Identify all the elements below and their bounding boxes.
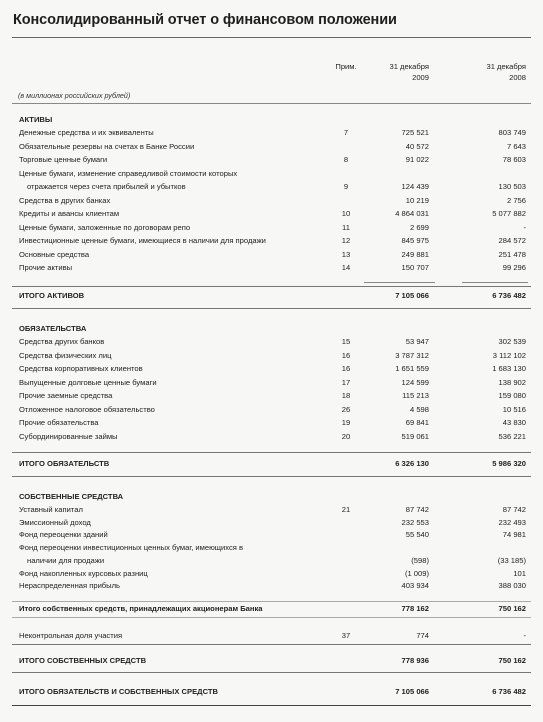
row-note: 21: [341, 505, 351, 514]
row-value-2008: 284 572: [498, 236, 526, 245]
row-note: 14: [341, 263, 351, 272]
table-row: [0, 363, 543, 374]
table-row: [0, 141, 543, 152]
header-2009-date: 31 декабря: [389, 62, 429, 71]
row-value-2009: 249 881: [401, 249, 429, 259]
row-label: Субординированные займы: [19, 431, 118, 441]
row-value-2009: 232 553: [401, 517, 429, 527]
row-value-2008: 99 296: [502, 263, 526, 272]
row-label: Фонд переоценки зданий: [19, 530, 108, 540]
grand-total-2008: 6 736 482: [492, 687, 526, 696]
row-label: Эмиссионный доход: [19, 517, 91, 527]
row-label: Отложенное налоговое обязательство: [19, 404, 155, 414]
equity-total-2009: 778 936: [401, 656, 429, 665]
row-note: 9: [343, 182, 349, 191]
table-row: [0, 127, 543, 138]
row-value-2008: 43 830: [502, 418, 526, 427]
row-value-2008: 536 221: [498, 431, 526, 441]
row-value-2008: 3 112 102: [492, 350, 526, 360]
row-note: 20: [341, 431, 351, 441]
liabilities-total-2008: 5 986 320: [492, 459, 526, 468]
title-divider: [12, 37, 531, 38]
grand-total-2009: 7 105 066: [395, 687, 429, 696]
equity-total-bottom-rule: [12, 672, 531, 673]
row-label: Выпущенные долговые ценные бумаги: [19, 377, 157, 387]
liabilities-total-label: ИТОГО ОБЯЗАТЕЛЬСТВ: [19, 459, 110, 468]
header-2008-date: 31 декабря: [486, 62, 526, 71]
equity-subtotal-top-rule: [12, 601, 531, 602]
row-note: 19: [341, 418, 351, 427]
row-value-2008: 232 493: [498, 517, 526, 527]
row-value-2009: 87 742: [405, 505, 429, 514]
row-value-2009: (598): [411, 555, 429, 565]
row-value-2009: 115 213: [402, 391, 429, 400]
row-value-2008: 7 643: [506, 141, 526, 151]
units-note: (в миллионах российских рублей): [18, 91, 131, 100]
row-value-2009: 10 219: [405, 195, 429, 205]
row-value-2009: 53 947: [405, 337, 429, 346]
row-value-2009: 4 598: [409, 404, 429, 414]
row-value-2008: 5 077 882: [492, 209, 526, 218]
row-note: 18: [341, 391, 351, 400]
header-2008-year: 2008: [509, 73, 526, 82]
table-row: [0, 404, 543, 415]
row-note: 12: [341, 236, 351, 245]
row-label: Ценные бумаги, изменение справедливой стоимости которых: [19, 168, 238, 178]
grand-total-label: ИТОГО ОБЯЗАТЕЛЬСТВ И СОБСТВЕННЫХ СРЕДСТВ: [19, 687, 218, 696]
header-2008-column: [486, 61, 526, 83]
equity-subtotal-2009: 778 162: [401, 604, 429, 613]
assets-total-2008: 6 736 482: [492, 291, 526, 300]
equity-subtotal-2008: 750 162: [498, 604, 526, 613]
row-label: Прочие обязательства: [19, 418, 99, 427]
row-value-2008: 159 080: [498, 391, 526, 400]
header-2009-year: 2009: [412, 73, 429, 82]
row-label: наличии для продажи: [27, 555, 105, 565]
row-label: Средства корпоративных клиентов: [19, 364, 143, 373]
liabilities-heading: ОБЯЗАТЕЛЬСТВА: [19, 324, 87, 333]
row-label: Фонд накопленных курсовых разниц: [19, 568, 148, 578]
table-row: [0, 529, 543, 540]
minority-interest-2009: 774: [416, 631, 429, 640]
row-value-2009: 1 651 559: [395, 364, 429, 373]
row-label: Средства других банков: [19, 337, 105, 346]
minority-interest-note: 37: [341, 631, 351, 640]
row-value-2008: 78 603: [502, 155, 526, 164]
assets-sum-rule-2008: [462, 282, 528, 283]
equity-subtotal-label: Итого собственных средств, принадлежащих акционерам Банка: [19, 604, 263, 613]
liabilities-total-row: [0, 458, 543, 469]
row-value-2009: 845 975: [401, 236, 429, 245]
equity-total-label: ИТОГО СОБСТВЕННЫХ СРЕДСТВ: [19, 656, 147, 665]
row-note: 16: [341, 364, 351, 373]
row-label: Инвестиционные ценные бумаги, имеющиеся в наличии для продажи: [19, 236, 266, 245]
table-row: [0, 568, 543, 579]
table-row: [0, 336, 543, 347]
row-value-2009: (1 009): [404, 568, 429, 578]
row-label: Обязательные резервы на счетах в Банке России: [19, 141, 195, 151]
table-row: [0, 154, 543, 165]
table-row: [0, 168, 543, 179]
table-row: [0, 262, 543, 273]
table-row: [0, 555, 543, 566]
row-note: 17: [341, 377, 351, 387]
row-value-2009: 519 061: [401, 431, 429, 441]
row-value-2008: 388 030: [498, 581, 526, 591]
row-value-2009: 69 841: [405, 418, 429, 427]
row-value-2009: 403 934: [401, 581, 429, 591]
row-value-2008: 803 749: [498, 128, 526, 137]
assets-total-row: [0, 290, 543, 301]
row-note: 11: [342, 222, 350, 232]
minority-interest-label: Неконтрольная доля участия: [19, 631, 123, 640]
equity-total-top-rule: [12, 644, 531, 645]
row-value-2009: 4 864 031: [395, 209, 429, 218]
table-row: [0, 580, 543, 591]
row-value-2009: 2 699: [409, 222, 429, 232]
row-value-2009: 40 572: [405, 141, 429, 151]
row-value-2008: 2 756: [506, 195, 526, 205]
row-value-2009: 91 022: [405, 155, 429, 164]
row-value-2008: 302 539: [498, 337, 526, 346]
row-label: Уставный капитал: [19, 505, 83, 514]
row-value-2008: 101: [513, 568, 526, 578]
row-label: Прочие заемные средства: [19, 391, 113, 400]
header-divider: [12, 103, 531, 104]
row-label: Кредиты и авансы клиентам: [19, 209, 120, 218]
table-row: [0, 195, 543, 206]
liabilities-total-bottom-rule: [12, 476, 531, 477]
equity-subtotal-bottom-rule: [12, 617, 531, 618]
equity-total-row: [0, 655, 543, 666]
row-value-2009: 124 599: [401, 377, 429, 387]
row-note: 15: [341, 337, 351, 346]
table-row: [0, 222, 543, 233]
grand-total-bottom-rule: [12, 705, 531, 706]
row-value-2009: 150 707: [401, 263, 429, 272]
row-label: Средства в других банках: [19, 195, 111, 205]
row-value-2008: 138 902: [498, 377, 526, 387]
header-2009-column: [389, 61, 429, 83]
row-note: 7: [343, 128, 349, 137]
table-row: [0, 390, 543, 401]
table-row: [0, 181, 543, 192]
header-note-column: Прим.: [335, 62, 357, 71]
table-row: [0, 377, 543, 388]
equity-heading: СОБСТВЕННЫЕ СРЕДСТВА: [19, 492, 124, 501]
row-value-2008: (33 185): [497, 555, 526, 565]
page-title: Консолидированный отчет о финансовом положении: [13, 12, 397, 28]
liabilities-total-2009: 6 326 130: [395, 459, 429, 468]
row-label: Ценные бумаги, заложенные по договорам репо: [19, 222, 191, 232]
row-label: Денежные средства и их эквиваленты: [19, 128, 154, 137]
table-row: [0, 235, 543, 246]
assets-sum-rule-2009: [364, 282, 435, 283]
assets-total-bottom-rule: [12, 308, 531, 309]
table-row: [0, 417, 543, 428]
minority-interest-2008: -: [523, 631, 526, 640]
row-note: 13: [341, 249, 351, 259]
row-note: 10: [341, 209, 351, 218]
assets-total-label: ИТОГО АКТИВОВ: [19, 291, 85, 300]
row-label: отражается через счета прибылей и убытков: [27, 182, 186, 191]
row-label: Прочие активы: [19, 263, 73, 272]
row-label: Торговые ценные бумаги: [19, 155, 108, 164]
equity-subtotal-row: [0, 603, 543, 614]
row-value-2008: -: [523, 222, 526, 232]
assets-heading: АКТИВЫ: [19, 115, 53, 124]
table-row: [0, 350, 543, 361]
row-value-2009: 3 787 312: [395, 350, 429, 360]
table-row: [0, 542, 543, 553]
row-value-2008: 74 981: [502, 530, 526, 540]
row-value-2008: 10 516: [502, 404, 526, 414]
minority-interest-row: [0, 630, 543, 641]
grand-total-row: [0, 686, 543, 697]
row-value-2009: 725 521: [401, 128, 429, 137]
row-value-2008: 130 503: [498, 182, 526, 191]
table-row: [0, 249, 543, 260]
row-label: Фонд переоценки инвестиционных ценных бумаг, имеющихся в: [19, 543, 244, 553]
row-label: Основные средства: [19, 249, 90, 259]
table-row: [0, 504, 543, 515]
row-value-2008: 251 478: [498, 249, 526, 259]
equity-total-2008: 750 162: [498, 656, 526, 665]
liabilities-total-top-rule: [12, 452, 531, 453]
row-value-2009: 124 439: [401, 182, 429, 191]
row-note: 16: [341, 350, 351, 360]
row-value-2008: 1 683 130: [492, 364, 526, 373]
row-value-2008: 87 742: [502, 505, 526, 514]
row-label: Средства физических лиц: [19, 350, 112, 360]
row-note: 8: [343, 155, 349, 164]
table-row: [0, 517, 543, 528]
assets-total-2009: 7 105 066: [395, 291, 429, 300]
table-row: [0, 208, 543, 219]
row-value-2009: 55 540: [405, 530, 429, 540]
row-label: Нераспределенная прибыль: [19, 581, 121, 591]
row-note: 26: [341, 404, 351, 414]
table-row: [0, 431, 543, 442]
assets-total-top-rule: [12, 286, 531, 287]
